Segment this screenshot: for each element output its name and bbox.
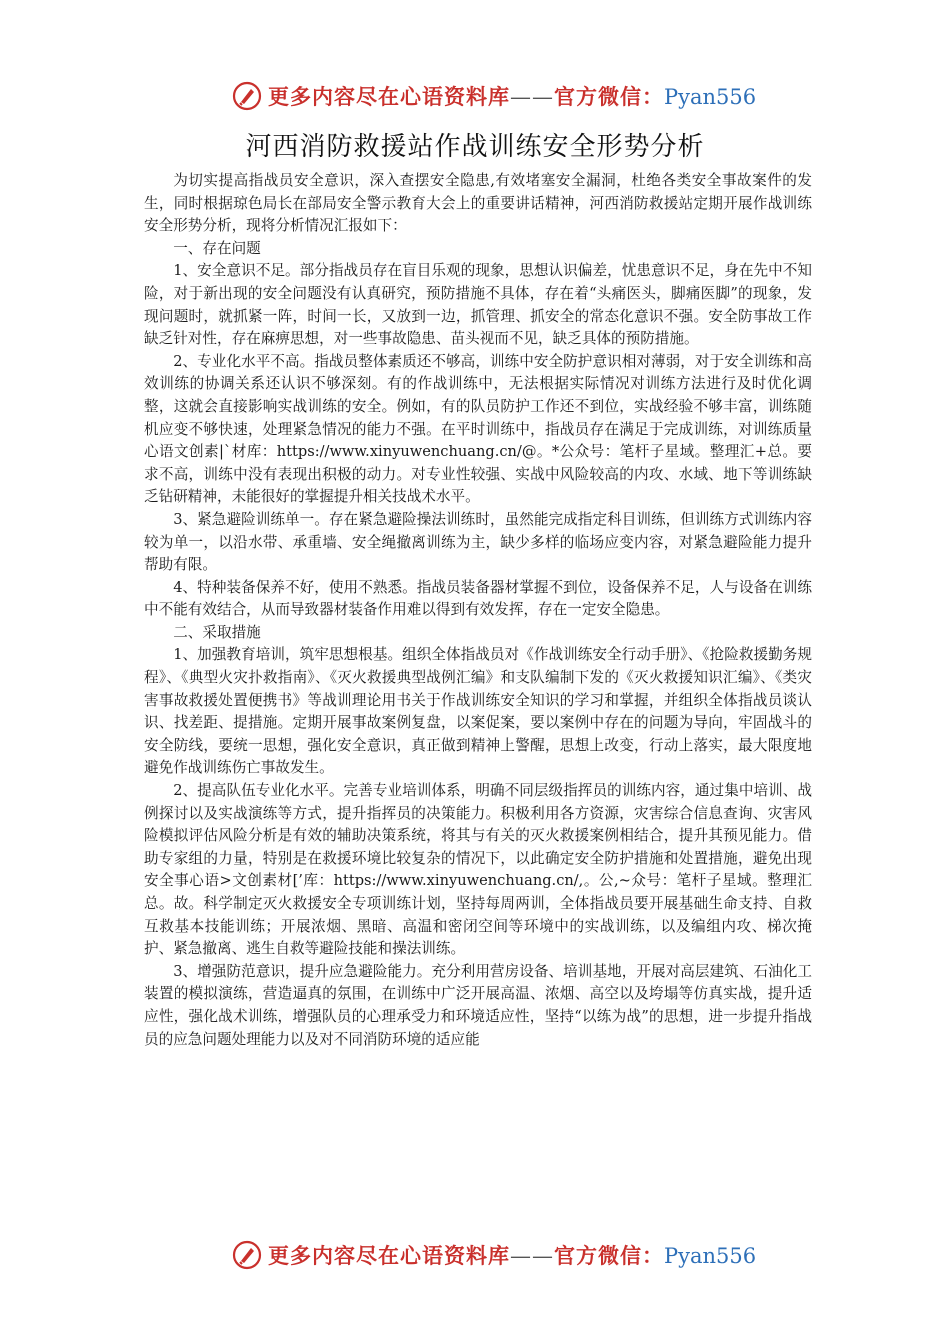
banner-dash: —— [510, 85, 554, 109]
brand-logo-icon [232, 81, 262, 111]
banner-main-text: 更多内容尽在心语资料库 [268, 1243, 510, 1268]
document-title: 河西消防救援站作战训练安全形势分析 [245, 132, 705, 162]
footer-banner [232, 1235, 756, 1275]
header-banner [232, 76, 756, 116]
section-heading: 一、存在问题 [173, 239, 261, 257]
banner-text [268, 81, 756, 111]
intro-paragraph: 为切实提高指战员安全意识，深入查摆安全隐患,有效堵塞安全漏洞，杜绝各类安全事故案件的发生，同时根据琼色局长在部局安全警示教育大会上的重要讲话精神，河西消防救援站定期开展作战训练安全形势分析，现将分析情况汇报如下： [144, 172, 812, 235]
banner-contact-label: 官方微信： [554, 1243, 664, 1268]
banner-wechat-id: Pyan556 [664, 1244, 757, 1268]
body-paragraph: 2、提高队伍专业化水平。完善专业培训体系，明确不同层级指挥员的训练内容，通过集中培训、战例探讨以及实战演练等方式，提升指挥员的决策能力。积极利用各方资源，灾害综合信息查询、灾害风险模拟评估风险分析是有效的辅助决策系统，将其与有关的灭火救援案例相结合，提升其预见能力。借助专家组的力量，特别是在救援环境比较复杂的情况下，以此确定安全防护措施和处置措施，避免出现安全事心语>文创素材[’库：https://www.xinyuwenchuang.cn/,。公,~众号：笔杆子星域。整理汇总。故。科学制定灭火救援安全专项训练计划，坚持每周两训，全体指战员要开展基础生命支持、自救互救基本技能训练；开展浓烟、黑暗、高温和密闭空间等环境中的实战训练，以及编组内攻、梯次掩护、紧急撤离、逃生自救等避险技能和操法训练。 [144, 782, 812, 958]
body-paragraph: 3、增强防范意识，提升应急避险能力。充分利用营房设备、培训基地，开展对高层建筑、石油化工装置的模拟演练，营造逼真的氛围，在训练中广泛开展高温、浓烟、高空以及垮塌等仿真实战，提升适应性，强化战术训练，增强队员的心理承受力和环境适应性，坚持“以练为战”的思想，进一步提升指战员的应急问题处理能力以及对不同消防环境的适应能 [144, 962, 812, 1048]
body-paragraph: 1、安全意识不足。部分指战员存在盲目乐观的现象，思想认识偏差，忧患意识不足，身在先中不知险，对于新出现的安全问题没有认真研究，预防措施不具体，存在着“头痛医头，脚痛医脚”的现象，发现问题时，就抓紧一阵，时间一长，又放到一边，抓管理、抓安全的常态化意识不强。安全防事故工作缺乏针对性，存在麻痹思想，对一些事故隐患、苗头视而不见，缺乏具体的预防措施。 [144, 262, 812, 348]
banner-dash: —— [510, 1244, 554, 1268]
banner-main-text: 更多内容尽在心语资料库 [268, 84, 510, 109]
banner-wechat-id: Pyan556 [664, 85, 757, 109]
document-body [144, 170, 812, 1051]
body-paragraph: 1、加强教育培训，筑牢思想根基。组织全体指战员对《作战训练安全行动手册》、《抢险救援勤务规程》、《典型火灾扑救指南》、《灭火救援典型战例汇编》和支队编制下发的《灭火救援知识汇编》、《类灾害事故救援处置便携书》等战训理论用书关于作战训练安全知识的学习和掌握，并组织全体指战员谈认识、找差距、提措施。定期开展事故案例复盘，以案促案，要以案例中存在的问题为导向，牢固战斗的安全防线，要统一思想，强化安全意识，真正做到精神上警醒，思想上改变，行动上落实，最大限度地避免作战训练伤亡事故发生。 [144, 646, 812, 777]
body-paragraph: 2、专业化水平不高。指战员整体素质还不够高，训练中安全防护意识相对薄弱，对于安全训练和高效训练的协调关系还认识不够深刻。有的作战训练中，无法根据实际情况对训练方法进行及时优化调整，这就会直接影响实战训练的安全。例如，有的队员防护工作还不到位，实战经验不够丰富，训练随机应变不够快速，处理紧急情况的能力不强。在平时训练中，指战员存在满足于完成训练，对训练质量心语文创素|`材库：https://www.xinyuwenchuang.cn/@。*公众号：笔杆子星域。整理汇+总。要求不高，训练中没有表现出积极的动力。对专业性较强、实战中风险较高的内攻、水域、地下等训练缺乏钻研精神，未能很好的掌握提升相关技战术水平。 [144, 352, 812, 506]
body-paragraph: 4、特种装备保养不好，使用不熟悉。指战员装备器材掌握不到位，设备保养不足，人与设备在训练中不能有效结合，从而导致器材装备作用难以得到有效发挥，存在一定安全隐患。 [144, 578, 812, 619]
section-heading: 二、采取措施 [173, 623, 261, 641]
body-paragraph: 3、紧急避险训练单一。存在紧急避险操法训练时，虽然能完成指定科目训练，但训练方式训练内容较为单一，以沿水带、承重墙、安全绳撤离训练为主，缺少多样的临场应变内容，对紧急避险能力提升帮助有限。 [144, 510, 812, 574]
banner-text [268, 1240, 756, 1270]
brand-logo-icon [232, 1240, 262, 1270]
banner-contact-label: 官方微信： [554, 84, 664, 109]
